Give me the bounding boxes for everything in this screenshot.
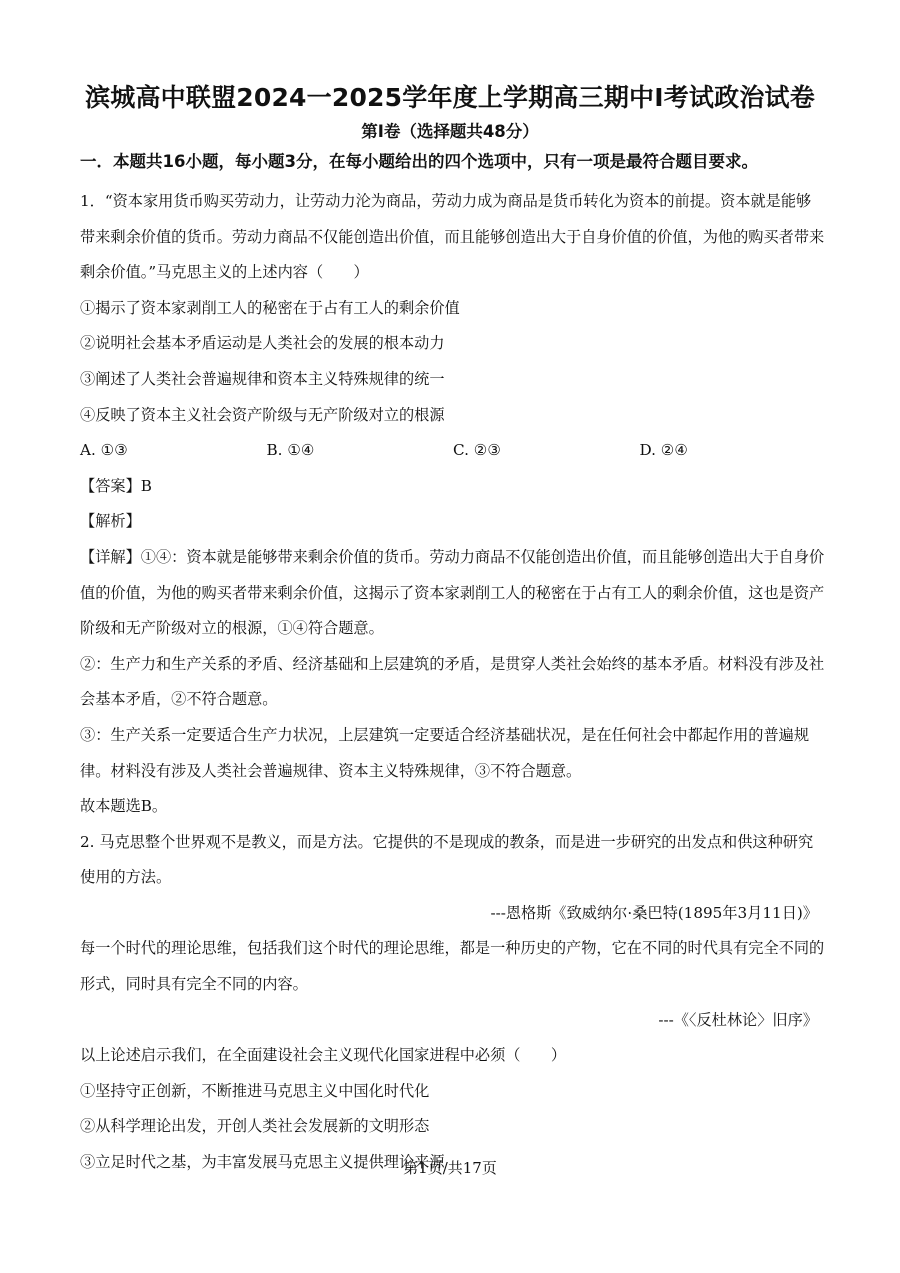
answer-label: 【答案】B (80, 476, 152, 495)
exam-content (80, 184, 826, 1181)
option-d: D. ②④ (639, 441, 689, 460)
analysis-label: 【解析】 (80, 512, 141, 531)
section-instruction: 一．本题共16小题，每小题3分，在每小题给出的四个选项中，只有一项是最符合题目要求。 (80, 152, 758, 171)
exam-subtitle: 第Ⅰ卷（选择题共48分） (361, 122, 539, 141)
exam-title: 滨城高中联盟2024一2025学年度上学期高三期中Ⅰ考试政治试卷 (85, 83, 815, 112)
conclusion: 故本题选B。 (80, 797, 168, 816)
question-1-stem: 1．“资本家用货币购买劳动力，让劳动力沦为商品，劳动力成为商品是货币转化为资本的前提。资本就是能够带来剩余价值的货币。劳动力商品不仅能创造出价值，而且能够创造出大于自身价值的价值，为他的购买者带来剩余价值。”马克思主义的上述内容（ ） (80, 192, 825, 282)
question-2-stem: 以上论述启示我们，在全面建设社会主义现代化国家进程中必须（ ） (80, 1046, 566, 1065)
option-a: A. ①③ (80, 441, 128, 460)
question-2-quote-2: 每一个时代的理论思维，包括我们这个时代的理论思维，都是一种历史的产物，它在不同的时代具有完全不同的形式，同时具有完全不同的内容。 (80, 939, 825, 994)
option-c: C. ②③ (453, 441, 501, 460)
question-2-item: ②从科学理论出发，开创人类社会发展新的文明形态 (80, 1117, 430, 1136)
explanation-2: ②：生产力和生产关系的矛盾、经济基础和上层建筑的矛盾，是贯穿人类社会始终的基本矛盾。材料没有涉及社会基本矛盾，②不符合题意。 (80, 654, 825, 709)
quote-1-source: ---恩格斯《致威纳尔·桑巴特(1895年3月11日)》 (490, 903, 818, 922)
question-2-item: ③立足时代之基，为丰富发展马克思主义提供理论来源 (80, 1153, 445, 1172)
question-2-quote-1: 2. 马克思整个世界观不是教义，而是方法。它提供的不是现成的教条，而是进一步研究的出发点和供这种研究使用的方法。 (80, 832, 814, 887)
detail-explanation: 【详解】①④：资本就是能够带来剩余价值的货币。劳动力商品不仅能创造出价值，而且能够创造出大于自身价值的价值，为他的购买者带来剩余价值，这揭示了资本家剥削工人的秘密在于占有工人的剩余价值，这也是资产阶级和无产阶级对立的根源，①④符合题意。 (80, 547, 825, 638)
question-1-item: ①揭示了资本家剥削工人的秘密在于占有工人的剩余价值 (80, 298, 460, 317)
question-1-item: ③阐述了人类社会普遍规律和资本主义特殊规律的统一 (80, 369, 445, 388)
question-1-item: ④反映了资本主义社会资产阶级与无产阶级对立的根源 (80, 405, 445, 424)
page-number: 第1页/共17页 (403, 1159, 497, 1177)
question-2-item: ①坚持守正创新，不断推进马克思主义中国化时代化 (80, 1081, 430, 1100)
question-1-item: ②说明社会基本矛盾运动是人类社会的发展的根本动力 (80, 334, 445, 353)
quote-2-source: ---《〈反杜林论〉旧序》 (658, 1010, 818, 1029)
option-b: B. ①④ (266, 441, 315, 460)
explanation-3: ③：生产关系一定要适合生产力状况，上层建筑一定要适合经济基础状况，是在任何社会中都起作用的普遍规律。材料没有涉及人类社会普遍规律、资本主义特殊规律，③不符合题意。 (80, 725, 809, 780)
question-1-options (80, 433, 826, 469)
